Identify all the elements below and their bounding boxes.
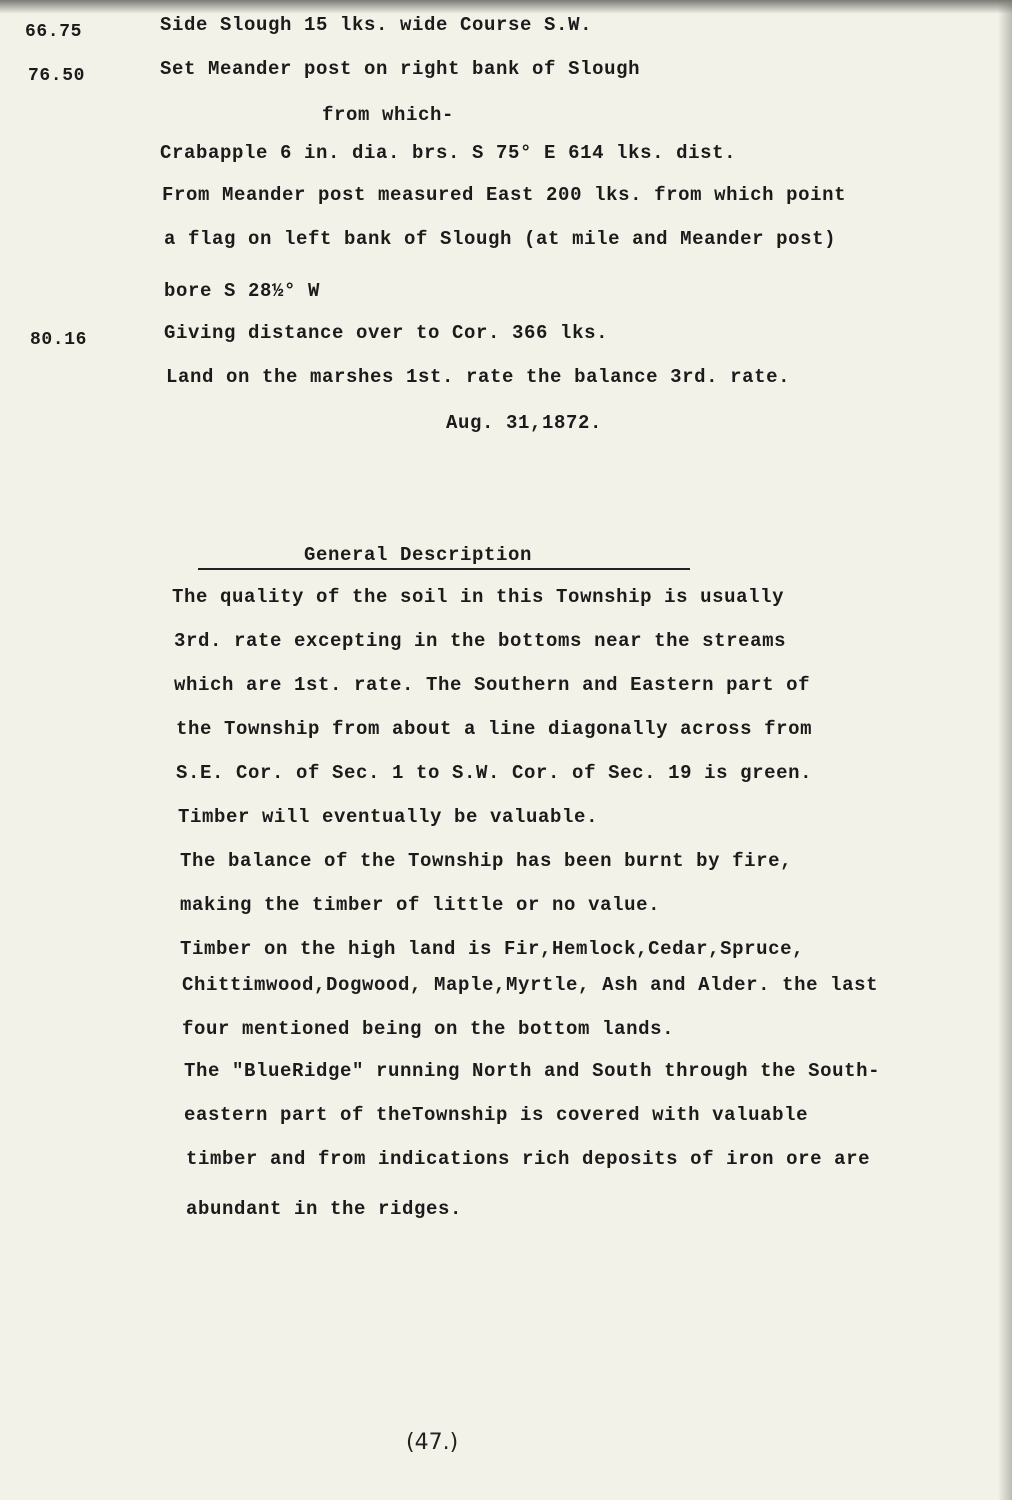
note-line: Giving distance over to Cor. 366 lks. — [164, 322, 609, 344]
page-number: (47.) — [406, 1430, 459, 1455]
description-line: Timber on the high land is Fir,Hemlock,Cedar,Spruce, — [180, 938, 805, 960]
note-line: Set Meander post on right bank of Slough — [160, 58, 641, 80]
note-line: Side Slough 15 lks. wide Course S.W. — [160, 14, 593, 36]
section-title: General Description — [304, 544, 533, 566]
distance-label: 76.50 — [28, 66, 86, 86]
description-line: The "BlueRidge" running North and South through the South- — [184, 1060, 881, 1082]
description-line: which are 1st. rate. The Southern and Eastern part of — [174, 674, 811, 696]
note-line: From Meander post measured East 200 lks. from which point — [162, 184, 847, 206]
scan-shadow-right — [998, 0, 1012, 1500]
note-line: bore S 28½° W — [164, 280, 321, 302]
description-line: Timber will eventually be valuable. — [178, 806, 599, 828]
description-line: S.E. Cor. of Sec. 1 to S.W. Cor. of Sec. 19 is green. — [176, 762, 813, 784]
note-line: Land on the marshes 1st. rate the balance 3rd. rate. — [166, 366, 791, 388]
description-line: timber and from indications rich deposits of iron ore are — [186, 1148, 871, 1170]
scan-shadow-top — [0, 0, 1012, 14]
description-line: The quality of the soil in this Township is usually — [172, 586, 785, 608]
description-line: eastern part of theTownship is covered with valuable — [184, 1104, 809, 1126]
note-line: from which- — [322, 104, 455, 126]
description-line: 3rd. rate excepting in the bottoms near the streams — [174, 630, 787, 652]
description-line: making the timber of little or no value. — [180, 894, 661, 916]
note-line: Crabapple 6 in. dia. brs. S 75° E 614 lks. dist. — [160, 142, 737, 164]
title-underline — [198, 568, 690, 570]
description-line: The balance of the Township has been burnt by fire, — [180, 850, 793, 872]
distance-label: 66.75 — [25, 22, 83, 42]
distance-label: 80.16 — [30, 330, 88, 350]
description-line: the Township from about a line diagonally across from — [176, 718, 813, 740]
description-line: abundant in the ridges. — [186, 1198, 463, 1220]
survey-date: Aug. 31,1872. — [446, 412, 603, 434]
description-line: four mentioned being on the bottom lands. — [182, 1018, 675, 1040]
description-line: Chittimwood,Dogwood, Maple,Myrtle, Ash and Alder. the last — [182, 974, 879, 996]
note-line: a flag on left bank of Slough (at mile and Meander post) — [164, 228, 837, 250]
